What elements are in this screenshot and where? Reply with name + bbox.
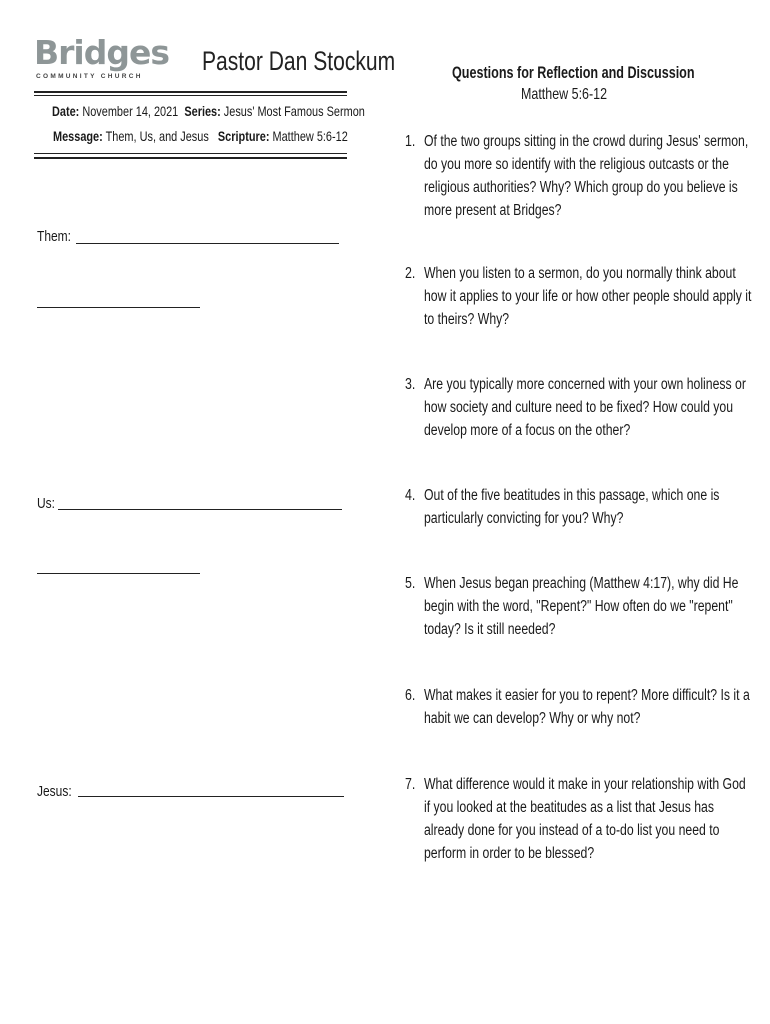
church-logo	[34, 33, 170, 84]
jesus-label: Jesus:	[37, 783, 72, 800]
question-number: 1.	[405, 133, 416, 150]
question-text: What difference would it make in your relationship with God if you looked at the beatitudes as a list that Jesus has already done for you instead of a to-do list you need to perform in order to be blessed?	[424, 776, 746, 862]
scripture-value: Matthew 5:6-12	[272, 128, 348, 144]
series-label: Series:	[184, 103, 221, 119]
question-number: 5.	[405, 575, 416, 592]
question-text: Of the two groups sitting in the crowd during Jesus' sermon, do you more so identify with the religious outcasts or the religious authorities? Why? Which group do you believe is more present at Bridges?	[424, 133, 749, 219]
logo-wordmark: Bridges	[34, 33, 170, 72]
them-blank-line[interactable]	[76, 243, 339, 244]
question-text: When you listen to a sermon, do you normally think about how it applies to your life or how other people should apply it to theirs? Why?	[424, 265, 752, 328]
us-blank-line-2[interactable]	[37, 573, 200, 574]
header-rule-top	[34, 91, 347, 93]
header-rule-bottom	[34, 157, 347, 159]
question-number: 2.	[405, 265, 416, 282]
questions-title: Questions for Reflection and Discussion	[452, 63, 695, 82]
us-blank-line[interactable]	[58, 509, 342, 510]
pastor-name: Pastor Dan Stockum	[202, 46, 396, 76]
question-number: 3.	[405, 376, 416, 393]
message-label: Message:	[53, 128, 103, 144]
jesus-blank-line[interactable]	[78, 796, 344, 797]
them-label: Them:	[37, 228, 72, 245]
question-text: Out of the five beatitudes in this passage, which one is particularly convicting for you? Why?	[424, 487, 720, 527]
us-label: Us:	[37, 495, 55, 512]
question-number: 6.	[405, 687, 416, 704]
question-text: What makes it easier for you to repent? More difficult? Is it a habit we can develop? Why or why not?	[424, 687, 750, 727]
them-blank-line-2[interactable]	[37, 307, 200, 308]
logo-subtitle: COMMUNITY CHURCH	[36, 73, 143, 80]
series-value: Jesus' Most Famous Sermon	[223, 103, 365, 119]
question-number: 7.	[405, 776, 416, 793]
question-text: Are you typically more concerned with your own holiness or how society and culture need to be fixed? How could you develop more of a focus on the other?	[424, 376, 746, 439]
header-rule-top-thin	[34, 95, 347, 96]
message-value: Them, Us, and Jesus	[105, 128, 209, 144]
questions-scripture: Matthew 5:6-12	[521, 86, 608, 103]
scripture-label: Scripture:	[217, 128, 270, 144]
question-number: 4.	[405, 487, 416, 504]
date-value: November 14, 2021	[82, 103, 179, 119]
meta-line-1	[52, 103, 365, 119]
meta-line-2	[53, 128, 348, 144]
question-text: When Jesus began preaching (Matthew 4:17), why did He begin with the word, "Repent?" How often do we "repent" today? Is it still needed?	[424, 575, 739, 638]
date-label: Date:	[52, 103, 80, 119]
header-rule-bottom-thin	[34, 153, 347, 154]
